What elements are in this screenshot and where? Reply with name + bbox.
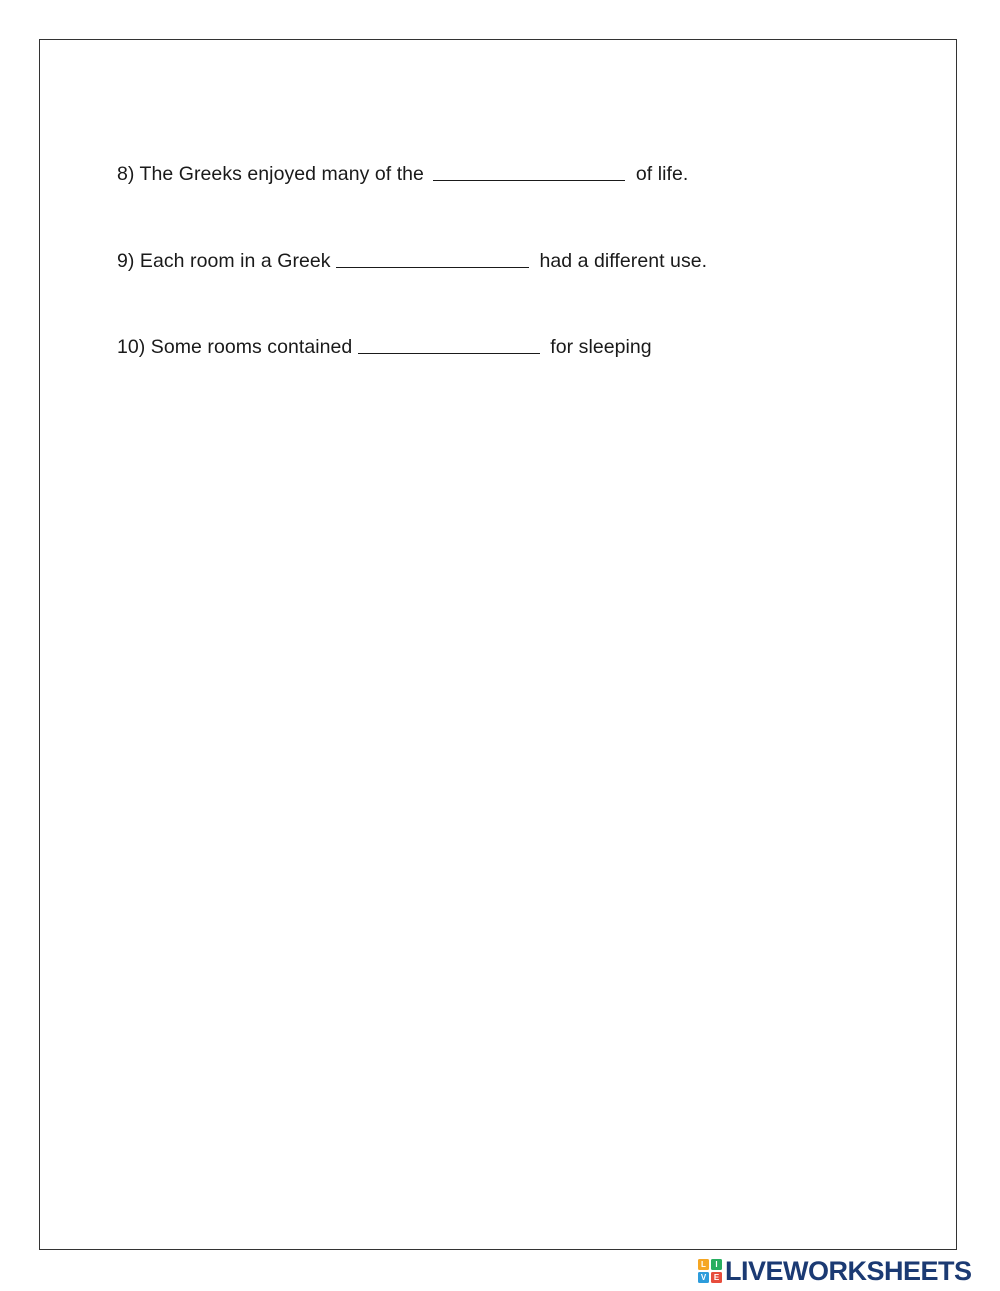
question-10-text-before: 10) Some rooms contained [117, 336, 358, 358]
liveworksheets-logo-text: LIVEWORKSHEETS [725, 1256, 972, 1286]
logo-block-l: L [698, 1259, 709, 1270]
logo-block-i: I [711, 1259, 722, 1270]
liveworksheets-logo [698, 1258, 972, 1284]
question-8-text-after: of life. [630, 163, 689, 185]
worksheet-page [39, 39, 957, 1250]
question-9-text-after: had a different use. [534, 250, 708, 272]
logo-block-e: E [711, 1272, 722, 1283]
question-10 [117, 335, 652, 359]
question-8-text-before: 8) The Greeks enjoyed many of the [117, 163, 430, 185]
logo-block-v: V [698, 1272, 709, 1283]
question-9-text-before: 9) Each room in a Greek [117, 250, 337, 272]
question-9 [117, 249, 707, 273]
liveworksheets-logo-icon [698, 1259, 722, 1283]
question-10-blank[interactable] [358, 335, 540, 354]
question-10-text-after: for sleeping [544, 336, 652, 358]
question-8 [117, 162, 688, 186]
question-8-blank[interactable] [433, 162, 625, 181]
question-9-blank[interactable] [336, 249, 529, 268]
